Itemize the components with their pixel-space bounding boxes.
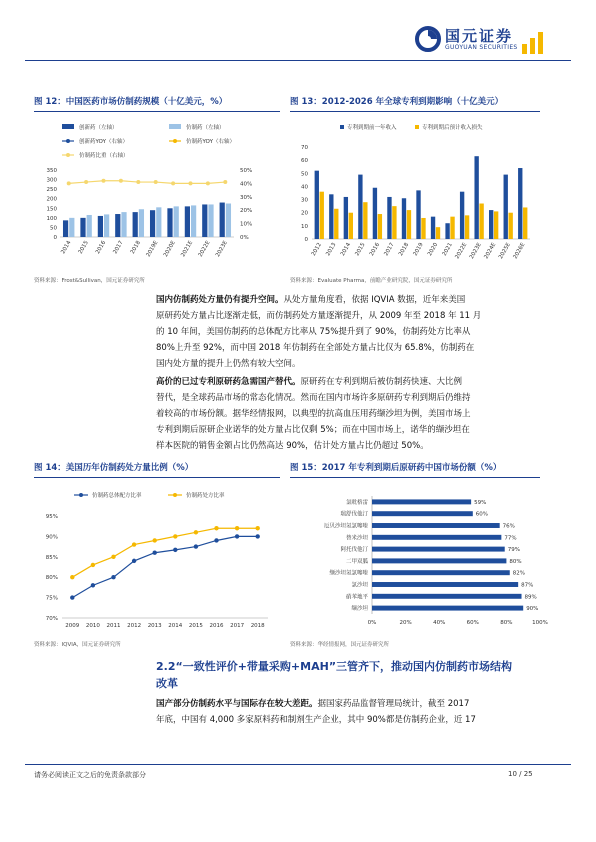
x-tick: 2022E: [454, 242, 469, 261]
bar-innovative: [167, 208, 172, 237]
x-tick: 2022E: [197, 240, 212, 259]
paragraph-domestic-gap: [156, 696, 540, 728]
bar-generic: [121, 212, 126, 237]
category-label: 瑞舒伐他汀: [340, 511, 368, 518]
paragraph-generic-prescriptions: [156, 292, 540, 372]
x-tick: 2014: [168, 623, 183, 629]
bar-pre-expiry-revenue: [474, 156, 478, 239]
x-tick: 2018: [129, 240, 143, 256]
y-tick: 80%: [45, 575, 58, 582]
point-generic-prescription-rate: [235, 526, 239, 530]
bar-pre-expiry-revenue: [416, 190, 420, 239]
y-tick: 10: [301, 223, 308, 230]
x-tick: 2015: [354, 242, 367, 258]
fig12-chart: [34, 115, 280, 270]
bar-generic: [69, 218, 74, 237]
y-tick: 95%: [45, 514, 58, 520]
fig12-title: 图 12：中国医药市场仿制药规模（十亿美元，%）: [34, 97, 228, 107]
y-tick-left: 200: [46, 196, 57, 203]
point-generic-prescription-rate: [132, 542, 136, 546]
bar-innovative: [115, 214, 120, 237]
para3-line-0: 国产部分仿制药水平与国际存在较大差距。据国家药品监督管理局统计，截至 2017: [156, 699, 470, 709]
footer-rule: [25, 764, 571, 765]
fig13-source: 资料来源：Evaluate Pharma，前瞻产业研究院，国元证券研究所: [290, 278, 453, 284]
bar-pre-expiry-revenue: [431, 217, 435, 239]
bar-innovative: [220, 203, 225, 237]
x-tick: 2020E: [162, 240, 177, 259]
data-label: 90%: [526, 606, 539, 613]
section-title-line1: 2.2“一致性评价+带量采购+MAH”三管齐下，推动国内仿制药市场结构: [156, 660, 513, 673]
legend-label: 专利到期后预计收入损失: [422, 125, 483, 131]
point-overall-generic-rate: [214, 538, 218, 542]
y-tick-left: 50: [50, 225, 57, 232]
point-overall-generic-rate: [70, 595, 74, 599]
legend-swatch: [415, 125, 419, 129]
bar-market-share: [372, 499, 471, 504]
point-generic-share: [206, 181, 210, 185]
category-label: 厄贝沙坦氢氯噻嗪: [323, 523, 368, 530]
bar-market-share: [372, 511, 473, 516]
bar-pre-expiry-revenue: [445, 223, 449, 239]
logo-bars-icon: [520, 30, 550, 56]
y-tick: 90%: [45, 534, 58, 541]
y-tick-right: 30%: [240, 194, 253, 201]
fig13-title: 图 13：2012-2026 年全球专利到期影响（十亿美元）: [290, 97, 504, 107]
point-generic-prescription-rate: [91, 563, 95, 567]
para2-line-1: 替代，是全球药品市场的常态化情况。然而在国内市场许多原研药专利到期后仍维持: [156, 393, 471, 403]
bar-pre-expiry-revenue: [460, 192, 464, 239]
fig15-source: 资料来源：华经情报网，国元证券研究所: [290, 642, 390, 648]
bar-expected-loss: [523, 207, 527, 239]
bar-pre-expiry-revenue: [402, 198, 406, 239]
paragraph-originator-replacement: [156, 374, 540, 454]
bar-generic: [156, 207, 161, 237]
line-overall-generic-rate: [72, 536, 257, 597]
bar-market-share: [372, 594, 522, 599]
bar-expected-loss: [334, 209, 338, 239]
line-generic-prescription-rate: [72, 528, 257, 577]
header-rule: [25, 60, 571, 61]
para1-bold: 国内仿制药处方量仍有提升空间。: [156, 295, 284, 305]
x-tick: 2012: [310, 242, 323, 258]
x-tick: 2015: [188, 623, 203, 629]
bar-generic: [139, 209, 144, 237]
bar-pre-expiry-revenue: [373, 188, 377, 239]
legend-swatch: [169, 124, 181, 129]
point-generic-prescription-rate: [173, 534, 177, 538]
point-generic-share: [84, 180, 88, 184]
point-overall-generic-rate: [235, 534, 239, 538]
bar-expected-loss: [320, 192, 324, 239]
point-generic-share: [189, 181, 193, 185]
para1-line-4: 国内处方量的提升上仍然有较大空间。: [156, 359, 301, 369]
data-label: 76%: [502, 523, 515, 530]
fig12-source: 资料来源：Frost&Sullivan，国元证券研究所: [34, 278, 145, 284]
para1-line-1: 原研药处方量占比逐渐走低，而仿制药处方量逐渐提升，从 2009 年至 2018 年 11 月: [156, 311, 482, 321]
y-tick-left: 300: [46, 177, 57, 184]
legend-label: 创新药YOY（右轴）: [79, 139, 128, 145]
x-tick: 2024E: [483, 242, 498, 261]
x-tick: 20%: [399, 620, 412, 626]
x-tick: 2013: [325, 242, 338, 258]
point-overall-generic-rate: [256, 534, 260, 538]
y-tick: 0: [304, 237, 308, 243]
x-tick: 2016: [368, 242, 382, 258]
x-tick: 40%: [433, 620, 446, 626]
x-tick: 2019E: [145, 240, 160, 259]
point-generic-share: [223, 180, 227, 184]
legend-label: 创新药（左轴）: [79, 125, 118, 131]
y-tick-left: 350: [46, 168, 57, 174]
y-tick-right: 10%: [240, 221, 253, 228]
y-tick: 85%: [45, 554, 58, 561]
point-overall-generic-rate: [173, 548, 177, 552]
x-tick: 2014: [339, 242, 353, 258]
y-tick: 40: [301, 184, 308, 191]
bar-expected-loss: [509, 213, 513, 239]
bar-innovative: [80, 218, 85, 237]
bar-expected-loss: [436, 227, 440, 239]
bar-pre-expiry-revenue: [315, 171, 319, 239]
bar-expected-loss: [479, 204, 483, 239]
legend-label: 仿制药总体配方比率: [92, 493, 142, 499]
bar-expected-loss: [407, 210, 411, 239]
category-label: 硝苯地平: [345, 594, 368, 601]
data-label: 80%: [509, 558, 522, 565]
legend-marker: [66, 153, 70, 157]
fig15-chart: [290, 482, 550, 632]
category-label: 氯吡格雷: [345, 499, 368, 506]
legend-marker: [173, 493, 177, 497]
point-overall-generic-rate: [153, 551, 157, 555]
y-tick-right: 50%: [240, 168, 253, 174]
y-tick-right: 20%: [240, 208, 253, 215]
section-heading: [156, 658, 548, 692]
legend-marker: [66, 139, 70, 143]
bar-innovative: [63, 220, 68, 237]
bar-pre-expiry-revenue: [504, 175, 508, 239]
x-tick: 2025E: [497, 242, 512, 261]
fig14-source: 资料来源：IQVIA，国元证券研究所: [34, 642, 121, 648]
bar-generic: [104, 214, 109, 237]
data-label: 82%: [512, 570, 525, 577]
para2-line-3: 专利到期后原研企业诺华的处方量占比仅剩 5%；而在中国市场上，诺华的缬沙坦在: [156, 425, 470, 435]
para2-line-4: 样本医院的销售金额占比仍然高达 90%，估计处方量占比仍超过 50%。: [156, 441, 429, 451]
y-tick-left: 150: [46, 206, 57, 213]
line-generic-share: [69, 181, 226, 184]
para3-line-1: 年底，中国有 4,000 多家原料药和制剂生产企业，其中 90%都是仿制药企业，近 17: [156, 715, 476, 725]
para1-line-2: 的 10 年间，美国仿制药的总体配方比率从 75%提升到了 90%，仿制药处方比率从: [156, 327, 471, 337]
bar-expected-loss: [349, 213, 353, 239]
point-overall-generic-rate: [132, 559, 136, 563]
data-label: 60%: [475, 511, 489, 518]
point-generic-prescription-rate: [70, 575, 74, 579]
bar-pre-expiry-revenue: [518, 168, 522, 239]
y-tick: 70: [301, 145, 308, 151]
x-tick: 60%: [466, 620, 479, 626]
x-tick: 2016: [95, 240, 108, 256]
footer-disclaimer: 请务必阅读正文之后的免责条款部分: [34, 771, 146, 779]
data-label: 77%: [504, 535, 517, 542]
x-tick: 2023E: [215, 240, 230, 259]
legend-label: 仿制药比重（右轴）: [79, 153, 129, 159]
legend-label: 仿制药YOY（右轴）: [186, 139, 235, 145]
x-tick: 2012: [127, 623, 142, 629]
point-generic-prescription-rate: [256, 526, 260, 530]
point-generic-share: [67, 181, 71, 185]
para2-line-0: 高价的已过专利原研药急需国产替代。原研药在专利到期后被仿制药快速、大比例: [156, 377, 463, 387]
bar-expected-loss: [494, 211, 498, 239]
data-label: 89%: [524, 594, 537, 601]
bar-expected-loss: [378, 214, 382, 239]
category-label: 阿托伐他汀: [340, 547, 368, 554]
x-tick: 80%: [500, 620, 513, 626]
bar-market-share: [372, 547, 505, 552]
para3-bold: 国产部分仿制药水平与国际存在较大差距。: [156, 699, 318, 709]
bar-innovative: [185, 206, 190, 237]
category-label: 缬沙坦氢氯噻嗪: [329, 570, 368, 577]
x-tick: 2016: [209, 623, 224, 629]
category-label: 氯沙坦: [351, 582, 368, 589]
bar-market-share: [372, 558, 506, 563]
data-label: 87%: [521, 582, 534, 589]
x-tick: 2019: [412, 242, 425, 258]
bar-market-share: [372, 582, 518, 587]
legend-swatch: [340, 125, 344, 129]
point-overall-generic-rate: [111, 575, 115, 579]
para1-line-0: 国内仿制药处方量仍有提升空间。从处方量角度看，依据 IQVIA 数据，近年来美国: [156, 295, 466, 305]
legend-label: 专利到期前一年收入: [347, 125, 397, 131]
fig12-rule: [34, 111, 280, 112]
bar-generic: [226, 204, 231, 238]
bar-expected-loss: [421, 218, 425, 239]
section-title-line2: 改革: [156, 677, 178, 690]
bar-expected-loss: [363, 202, 367, 239]
bar-generic: [87, 215, 92, 237]
x-tick: 2021E: [180, 240, 195, 259]
category-label: 替米沙坦: [345, 535, 368, 542]
point-generic-share: [119, 179, 123, 183]
para1-line-3: 80%上升至 92%，而中国 2018 年仿制药在全部处方量占比仅为 65.8%，仿制药在: [156, 343, 475, 353]
x-tick: 2026E: [512, 242, 527, 261]
x-tick: 2018: [398, 242, 411, 258]
legend-marker: [173, 139, 177, 143]
legend-label: 仿制药（左轴）: [186, 125, 225, 131]
y-tick-right: 0%: [240, 235, 249, 241]
x-tick: 2009: [65, 623, 80, 629]
point-generic-prescription-rate: [153, 538, 157, 542]
data-label: 59%: [474, 499, 487, 506]
y-tick-left: 250: [46, 187, 57, 194]
x-tick: 2014: [60, 240, 73, 256]
para2-bold: 高价的已过专利原研药急需国产替代。: [156, 377, 301, 387]
fig15-title: 图 15：2017 年专利到期后原研药中国市场份额（%）: [290, 463, 502, 473]
fig14-title: 图 14：美国历年仿制药处方量比例（%）: [34, 463, 194, 473]
fig14-chart: [34, 482, 280, 632]
bar-innovative: [150, 210, 155, 237]
bar-expected-loss: [450, 217, 454, 239]
y-tick: 30: [301, 197, 308, 204]
x-tick: 0%: [367, 620, 377, 626]
y-tick-right: 40%: [240, 181, 253, 188]
y-tick: 20: [301, 210, 308, 217]
data-label: 79%: [507, 547, 520, 554]
fig13-chart: [290, 115, 540, 270]
y-tick: 60: [301, 158, 308, 165]
logo-cn: 国元证券: [445, 27, 514, 45]
legend-label: 仿制药处方比率: [186, 493, 225, 499]
footer-page-number: 10 / 25: [508, 770, 533, 778]
category-label: 缬沙坦: [351, 606, 368, 613]
bar-innovative: [98, 216, 103, 237]
fig14-rule: [34, 477, 280, 478]
bar-expected-loss: [392, 206, 396, 239]
y-tick-left: 0: [53, 235, 57, 241]
x-tick: 2017: [112, 240, 125, 256]
bar-innovative: [133, 212, 138, 237]
y-tick: 50: [301, 171, 308, 178]
bar-pre-expiry-revenue: [344, 197, 348, 239]
x-tick: 2015: [77, 240, 90, 256]
x-tick: 2020: [427, 242, 440, 258]
bar-generic: [208, 204, 213, 237]
x-tick: 100%: [532, 620, 548, 626]
x-tick: 2013: [147, 623, 162, 629]
x-tick: 2018: [250, 623, 265, 629]
bar-pre-expiry-revenue: [489, 210, 493, 239]
point-overall-generic-rate: [194, 544, 198, 548]
point-generic-prescription-rate: [214, 526, 218, 530]
bar-expected-loss: [465, 215, 469, 239]
category-label: 二甲双胍: [345, 558, 368, 565]
bar-market-share: [372, 570, 510, 575]
point-generic-share: [136, 180, 140, 184]
bar-market-share: [372, 606, 523, 611]
x-tick: 2017: [230, 623, 245, 629]
point-generic-share: [154, 180, 158, 184]
x-tick: 2010: [85, 623, 100, 629]
y-tick-left: 100: [46, 215, 57, 222]
point-overall-generic-rate: [91, 583, 95, 587]
legend-swatch: [62, 124, 74, 129]
bar-pre-expiry-revenue: [358, 175, 362, 239]
bar-innovative: [202, 204, 207, 237]
x-tick: 2017: [383, 242, 396, 258]
bar-pre-expiry-revenue: [387, 197, 391, 239]
x-tick: 2011: [106, 623, 121, 629]
bar-market-share: [372, 523, 500, 528]
bar-generic: [174, 206, 179, 237]
bar-generic: [191, 205, 196, 237]
point-generic-prescription-rate: [111, 555, 115, 559]
x-tick: 2023E: [468, 242, 483, 261]
x-tick: 2021: [441, 242, 454, 258]
fig13-rule: [290, 111, 540, 112]
logo-en: GUOYUAN SECURITIES: [445, 44, 518, 51]
point-generic-share: [171, 181, 175, 185]
logo-icon: [415, 26, 441, 52]
legend-marker: [79, 493, 83, 497]
y-tick: 75%: [45, 595, 58, 602]
bar-market-share: [372, 535, 501, 540]
fig15-rule: [290, 477, 540, 478]
para2-line-2: 着较高的市场份额。据华经情报网，以典型的抗高血压用药缬沙坦为例，美国市场上: [156, 409, 471, 419]
bar-pre-expiry-revenue: [329, 194, 333, 239]
y-tick: 70%: [45, 616, 58, 622]
point-generic-share: [102, 179, 106, 183]
point-generic-prescription-rate: [194, 530, 198, 534]
